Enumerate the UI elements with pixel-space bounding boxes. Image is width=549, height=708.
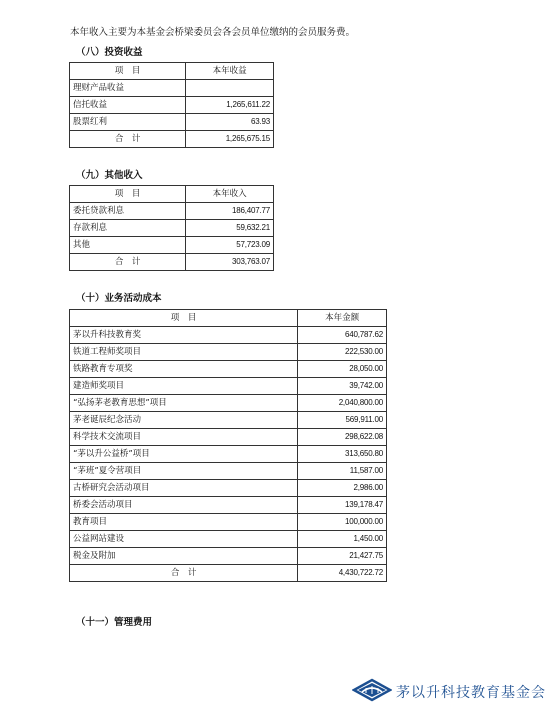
- table-row: [70, 446, 387, 463]
- section-title-admin-expenses: （十一）管理费用: [76, 617, 153, 628]
- row-label: 存款利息: [70, 220, 186, 237]
- row-label: 茅老诞辰纪念活动: [70, 412, 298, 429]
- total-label: 合 计: [70, 254, 186, 271]
- table-row: [70, 497, 387, 514]
- foundation-logo: [352, 676, 549, 706]
- header-item: 项 目: [70, 63, 186, 80]
- row-label: 茅以升科技教育奖: [70, 327, 298, 344]
- foundation-bridge-logo-icon: [352, 676, 392, 704]
- table-row: [70, 220, 274, 237]
- header-item: 项 目: [70, 186, 186, 203]
- total-row: [70, 254, 274, 271]
- header-value: 本年金额: [298, 310, 387, 327]
- header-item: 项 目: [70, 310, 298, 327]
- row-label: 建造师奖项目: [70, 378, 298, 395]
- business-costs-table: [69, 309, 387, 582]
- table-row: [70, 80, 274, 97]
- table-row: [70, 237, 274, 254]
- row-label: 科学技术交流项目: [70, 429, 298, 446]
- total-row: [70, 131, 274, 148]
- row-label: 其他: [70, 237, 186, 254]
- row-value: 139,178.47: [298, 497, 387, 514]
- intro-paragraph: 本年收入主要为本基金会桥梁委员会各会员单位缴纳的会员服务费。: [70, 27, 356, 38]
- total-row: [70, 565, 387, 582]
- row-label: 理财产品收益: [70, 80, 186, 97]
- table-row: [70, 378, 387, 395]
- header-value: 本年收入: [186, 186, 274, 203]
- row-label: 铁路教育专项奖: [70, 361, 298, 378]
- row-label: 税金及附加: [70, 548, 298, 565]
- section-title-business-costs: （十）业务活动成本: [76, 293, 162, 304]
- table-row: [70, 531, 387, 548]
- row-label: 桥委会活动项目: [70, 497, 298, 514]
- table-row: [70, 412, 387, 429]
- foundation-logo-text: 茅以升科技教育基金会: [396, 685, 546, 701]
- row-value: 59,632.21: [186, 220, 274, 237]
- section-title-investment-income: （八）投资收益: [76, 47, 143, 58]
- table-row: [70, 463, 387, 480]
- table-row: [70, 97, 274, 114]
- total-label: 合 计: [70, 565, 298, 582]
- row-label: 股票红利: [70, 114, 186, 131]
- row-label: 铁道工程师奖项目: [70, 344, 298, 361]
- row-value: 63.93: [186, 114, 274, 131]
- row-label: 公益网站建设: [70, 531, 298, 548]
- row-value: 1,450.00: [298, 531, 387, 548]
- row-value: 2,040,800.00: [298, 395, 387, 412]
- table-header-row: [70, 186, 274, 203]
- total-value: 303,763.07: [186, 254, 274, 271]
- row-label: “茅以升公益桥”项目: [70, 446, 298, 463]
- row-label: 古桥研究会活动项目: [70, 480, 298, 497]
- total-label: 合 计: [70, 131, 186, 148]
- row-label: “茅班”夏令营项目: [70, 463, 298, 480]
- table-row: [70, 344, 387, 361]
- table-row: [70, 429, 387, 446]
- row-value: 28,050.00: [298, 361, 387, 378]
- total-value: 1,265,675.15: [186, 131, 274, 148]
- table-row: [70, 548, 387, 565]
- row-label: 教育项目: [70, 514, 298, 531]
- table-header-row: [70, 310, 387, 327]
- row-value: 640,787.62: [298, 327, 387, 344]
- row-value: 11,587.00: [298, 463, 387, 480]
- row-value: 222,530.00: [298, 344, 387, 361]
- table-row: [70, 327, 387, 344]
- table-header-row: [70, 63, 274, 80]
- row-value: 100,000.00: [298, 514, 387, 531]
- investment-income-table: [69, 62, 274, 148]
- table-row: [70, 395, 387, 412]
- row-value: 21,427.75: [298, 548, 387, 565]
- section-title-other-income: （九）其他收入: [76, 170, 143, 181]
- row-label: 委托贷款利息: [70, 203, 186, 220]
- row-value: 298,622.08: [298, 429, 387, 446]
- row-value: 39,742.00: [298, 378, 387, 395]
- row-label: “弘扬茅老教育思想”项目: [70, 395, 298, 412]
- row-value: 569,911.00: [298, 412, 387, 429]
- total-value: 4,430,722.72: [298, 565, 387, 582]
- row-value: 1,265,611.22: [186, 97, 274, 114]
- other-income-table: [69, 185, 274, 271]
- row-value: 313,650.80: [298, 446, 387, 463]
- row-value: 186,407.77: [186, 203, 274, 220]
- header-value: 本年收益: [186, 63, 274, 80]
- table-row: [70, 514, 387, 531]
- row-value: 57,723.09: [186, 237, 274, 254]
- table-row: [70, 114, 274, 131]
- table-row: [70, 480, 387, 497]
- table-row: [70, 203, 274, 220]
- row-value: [186, 80, 274, 97]
- table-row: [70, 361, 387, 378]
- row-value: 2,986.00: [298, 480, 387, 497]
- row-label: 信托收益: [70, 97, 186, 114]
